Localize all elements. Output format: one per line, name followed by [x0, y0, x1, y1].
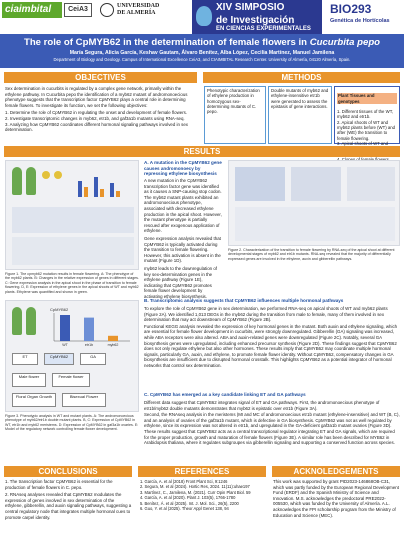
symposium-subtitle: de Investigación: [216, 15, 295, 26]
reference-item: 5. Benítez, Á. et al (2025). Int. J. Mol. Sci., 26(5), 2200: [140, 500, 239, 506]
acknowledgements-heading: ACKNOLEDGEMENTS: [272, 466, 400, 477]
references-heading: REFERENCES: [138, 466, 266, 477]
result-a-heading: A. A mutation in the CpMYB62 gene causes andromonoecy by repressing ethylene biosynthesis: [144, 160, 222, 177]
poster-title: The role of CpMYB62 in the determination of female flowers in Cucurbita pepo: [23, 37, 381, 48]
fig2-venn-plot: [347, 167, 395, 201]
figure-2: [228, 160, 400, 246]
fig3-bar-myb62: [108, 336, 118, 341]
acknowledgements-body: This work was supported by grant PID2023-146868OB-C31, which was partly funded by the European Regional Development Fund (ERDF) and the Spanish Ministry of Science and Innovation. M.S. acknowledges the predoctoral PRE2022-005530, which was funded by the University of Almería. A.L. acknowledges the FPI scholarship program from the Ministry of Education and Science (MEC).: [273, 479, 399, 518]
fig1-bar: [94, 177, 98, 197]
fig3-tick-label: etr1b: [84, 343, 94, 347]
objectives-heading: OBJECTIVES: [4, 72, 197, 83]
methods-box-3: [334, 86, 400, 144]
fig3-female-flower-node: Female flower: [52, 373, 90, 387]
result-c-paragraph-2: Second, the RNAseq analysis in the meristems (MI and MC of andromonoecious etr1b mutant (ethylene-insensitive) and WT (B, C), and an analysis of ovaries of the gaf3a1b mutant, which is defective in GA biosynthesis. CpMYB62 was not as well regulated by ethylene, since its expression was not altered in etr1b, and upregulated in the GA-deficient gaf3a1b mutant ovaries (Figure 3D). These results suggest that CpMYB62 acts as a central transcriptional regulator integrating ET and GA signals, which are required for the proper production, growth and maturation of female flowers (Figure 3E). A similar role has been described for MYB62 in Arabidopsis thaliana, where it regulates subgroupes via gibberellin signaling and supporting a conserved function across species.: [144, 412, 400, 446]
results-heading: RESULTS: [4, 146, 400, 157]
symposium-drop-icon: [196, 6, 212, 26]
methods-box-3-text: 1. Different tissues of the WT, myb62 and etr1b. 2. Apical shoots of WT and myb62 plants before (WT) and after (WE) the transition to female flowering. 3. Apical shoots of WT and: [337, 109, 396, 146]
result-a-paragraph-2: Gene expression analysis revealed that CpMYB62 is typically activated during the transition to female flowering. However, this activation is absent in the mutant (Figure 1D).: [144, 235, 221, 264]
fig3-bar-WT: [60, 315, 70, 341]
methods-box-1: [204, 86, 266, 144]
fig3-tick-label: myb62: [107, 343, 119, 347]
result-b-paragraph-1: To explore the role of CpMYB62 gene in sex determination, we performed RNA-seq on apical shoots of WT and myb62 plants (Figure 2A). We identified 1,013 DEGs in the myb62 during the transition from male to female, many of them involved in sex determination that may act downstream of CpMYB62 (Figure 2B).: [144, 306, 388, 323]
etr1b-plant-image: [26, 307, 36, 335]
objectives-intro: Sex determination in cucurbits is regulated by a complex gene network, primarily within the ethylene pathway. In Cucurbita pepo the identification of a myb62 mutant of andromonoecious phenotype suggests that the transcription factor CpMYB62 plays a central role in determining female flowers. To investigate its function, we set the following objectives:: [5, 86, 188, 108]
result-b-body: [144, 306, 400, 369]
fig3-male-flower-node: Male flower: [12, 373, 46, 387]
fig3-floral-organ-node: Floral Organ Growth: [12, 393, 56, 407]
fig3-gene-node: CpMYB62: [44, 353, 74, 365]
authors: María Segura, Alicia García, Keshav Gautam, Álvaro Benítez, Alba López, Cecilia Martínez, Manuel Jamilena: [69, 50, 335, 56]
references-list: [140, 479, 266, 511]
poster-header: [0, 0, 404, 34]
university-name-line1: UNIVERSIDAD: [117, 3, 160, 9]
male-flower-image: [54, 171, 62, 179]
fig2-heatmap: [235, 207, 395, 241]
figure-1-caption: Figure 1. The cpmyb62 mutation results in female flowering. A: The phenotype of the myb62 plants. B: Changes in the relative expression of genes in different stages. C: Gene expression analysis in the apical shoot in the phase of transition to female flowering. D, E: Expression of ethylene genes in the apical shoots of WT and myb62 plants. Ethylene was quantified and shown in green.: [5, 272, 139, 294]
symposium-title: XIV SIMPOSIO: [216, 2, 285, 13]
objectives-body: [5, 86, 197, 133]
ciaimbital-logo: ciaimbital: [2, 2, 62, 18]
figure-2-caption: Figure 2. Characterization of the transition to female flowering by RNA-seq of the apical shoot at different developmental stages of myb62 and etr1b mutants. RNA-seq revealed that the majority of differentially expressed genes are involved in the ethylene, auxin and gibberellin pathways.: [228, 248, 395, 261]
reference-item: 6. Guo, Y. et al (2025). Theor Appl Genet 138, 94: [140, 506, 229, 512]
conclusions-body: [5, 479, 133, 520]
result-a-paragraph-3: myb62 leads to the downregulation of key sex-determination genes in the ethylene pathway (Figure 1E), indicating that CpMYB62 promotes female flower development by activating ethylene biosynthesis.: [144, 265, 217, 299]
objective-2: 2. Investigate transcriptomic changes in myb62, etr1b, and gaf3a1b mutants using RNA-seq.: [5, 115, 185, 121]
fig1-bar: [78, 181, 82, 197]
symposium-field: EN CIENCIAS EXPERIMENTALES: [216, 26, 311, 32]
fig1-bar: [110, 183, 114, 197]
figure-3-caption: Figure 3. Phenotypic analysis in WT and mutant plants. A: The andromonoecious phenotype of myb62/etr1b double mutant plants. B, C: Expression of CpMYB62 in WT, etr1b and myb62 meristems. D: Expression of CpMYB62 in gaf3a1b ovaries. E: Model of the regulatory network controlling female flower development.: [5, 414, 139, 432]
fig2-volcano-plot: [235, 167, 285, 201]
fig1-bar: [116, 191, 120, 197]
wt-plant-image: [12, 167, 22, 195]
reference-item: 4. García, A. et al (2020). Plant J. 103(5), 1766-1780: [140, 495, 236, 501]
methods-box-3-title: Plant Tissues and genotypes: [337, 93, 397, 104]
result-a-paragraph-1: A new mutation in the CpMYB62 transcription factor gene was identified as it causes a SNP-causing stop codon. The myb62 mutant plants exhibited an andromonoecious phenotype, associated with decreased ethylene production in the apical shoot. However, the mutant phenotype is partially rescued after exogenous application of ethylene.: [144, 178, 222, 234]
female-flower-image: [42, 171, 50, 179]
university-name-line2: DE ALMERÍA: [117, 10, 156, 16]
fig1-expression-panel: [12, 207, 134, 233]
result-c-heading: C. CpMYB62 has emerged as a key candidate linking ET and GA pathways: [144, 392, 306, 397]
fig1-ethylene-panel: [12, 237, 134, 265]
fig3-tick-label: WT: [62, 343, 68, 347]
fig1-bar: [100, 189, 104, 197]
symposium-banner: [192, 0, 322, 34]
poster-code: BIO293: [330, 2, 372, 16]
conclusions-heading: CONCLUSIONS: [4, 466, 132, 477]
objective-3: 3. Analyzing how CpMYB62 coordinates different hormonal signaling pathways involved in sex determination.: [5, 121, 188, 133]
fig3-bisexual-node: Bisexual Flower: [62, 393, 106, 407]
reference-item: 2. Segura, M. et al (2024). Hortic Res, 2024. 11(11):uhae197: [140, 484, 250, 490]
figure-3: [5, 300, 139, 412]
fig1-bar: [84, 187, 88, 197]
university-almeria-logo: [100, 2, 170, 20]
figure-1: [5, 160, 139, 270]
methods-box-1-text: Phenotypic characterization of ethylene production in homozygous sex-determining mutants of C. pepo.: [207, 88, 260, 115]
result-a-body: [144, 178, 222, 299]
ceia3-logo: CeiA3: [64, 3, 92, 17]
fig3-ga-node: GA: [80, 353, 106, 365]
result-b-heading: B. Transcriptomic analysis suggests that CpMYB62 influences multiple hormonal pathways: [144, 298, 344, 303]
fig3-ethylene-node: ET: [12, 353, 38, 365]
fig3-bar-etr1b: [84, 318, 94, 341]
result-c-paragraph-1: Different data suggest that CpMYB62 integrates signal of ET and GA pathways. First, the andromonoecious phenotype of etr1b/myb62 double mutants demonstrates that myb62 is epistatic over etr1b (Figure 3A).: [144, 400, 380, 411]
conclusion-1: 1. The transcription factor CpMYB62 is essential for the production of female flowers in C. pepo.: [5, 479, 113, 490]
result-b-paragraph-2: Functional KEGG analysis revealed the expression of key hormonal genes in the mutant. Both auxin and ethylene signaling, which are essential for female flower development in cucurbits, were strongly downregulated. Gibberellin (GA) signaling was increased, while ABA receptors were also altered. ABA and auxin-related genes were downregulated (Figure 2C). Notably, several GA biosynthesis genes were upregulated, including enhanced precursor synthesis (Figure 2D). These findings suggest that CpMYB62 does not only regulate ethylene but also other hormones. These results imply that CpMYB62 may coordinate multiple hormonal signals, particularly GA, auxin, and ethylene, to promote female flower identity. Without CpMYB62, compensatory changes in GA biosynthesis are insufficient due to disrupted hormonal crosstalk. This highlights CpMYB62 as a potential integrator of hormonal networks that control sex determination.: [144, 323, 398, 368]
methods-box-2-text: Double mutants of myb62 and ethylene-insensitive etr1b were generated to assess the epistasis of gene interactions.: [271, 88, 329, 109]
double-mutant-plant-image: [12, 307, 22, 335]
species-name: Cucurbita pepo: [309, 37, 381, 48]
myb62-plant-image: [26, 167, 36, 195]
fig3-bar-chart: [46, 305, 134, 347]
fig3-bars: [60, 315, 118, 347]
result-c-body: [144, 400, 400, 446]
objective-1: 1. Determine the role of CpMYB62 in regulating the onset and development of female flowers.: [5, 110, 188, 116]
reference-item: 1. García, A. et al (2018) Front Plant Sci, 9:1246: [140, 479, 228, 484]
reference-item: 3. Martínez, C., Jamilena, M. (2021). Curr Opin Plant Biol. 59: [140, 489, 251, 495]
affiliation: Department of Biology and Geology. Campus of International Excellence CeiA3, and CIAIMBITAL Research Center. University of Almería, 04120 Almería, Spain.: [53, 57, 351, 62]
methods-heading: METHODS: [203, 72, 400, 83]
conclusion-2: 2. RNAseq analyses revealed that CpMYB62 modulates the expression of genes involved in sex determination of the ethylene, gibberellin, and auxin signaling pathways, suggesting a central regulatory node that integrates multiple hormonal cues to promote carpel identity.: [5, 492, 132, 520]
poster-group: Genética de Hortícolas: [330, 18, 390, 24]
fig3-chart-title: CpMYB62: [50, 307, 69, 312]
methods-box-2: [268, 86, 332, 144]
title-bar: [0, 34, 404, 68]
university-seal-icon: [100, 3, 114, 17]
fig2-deg-plot: [291, 167, 341, 201]
